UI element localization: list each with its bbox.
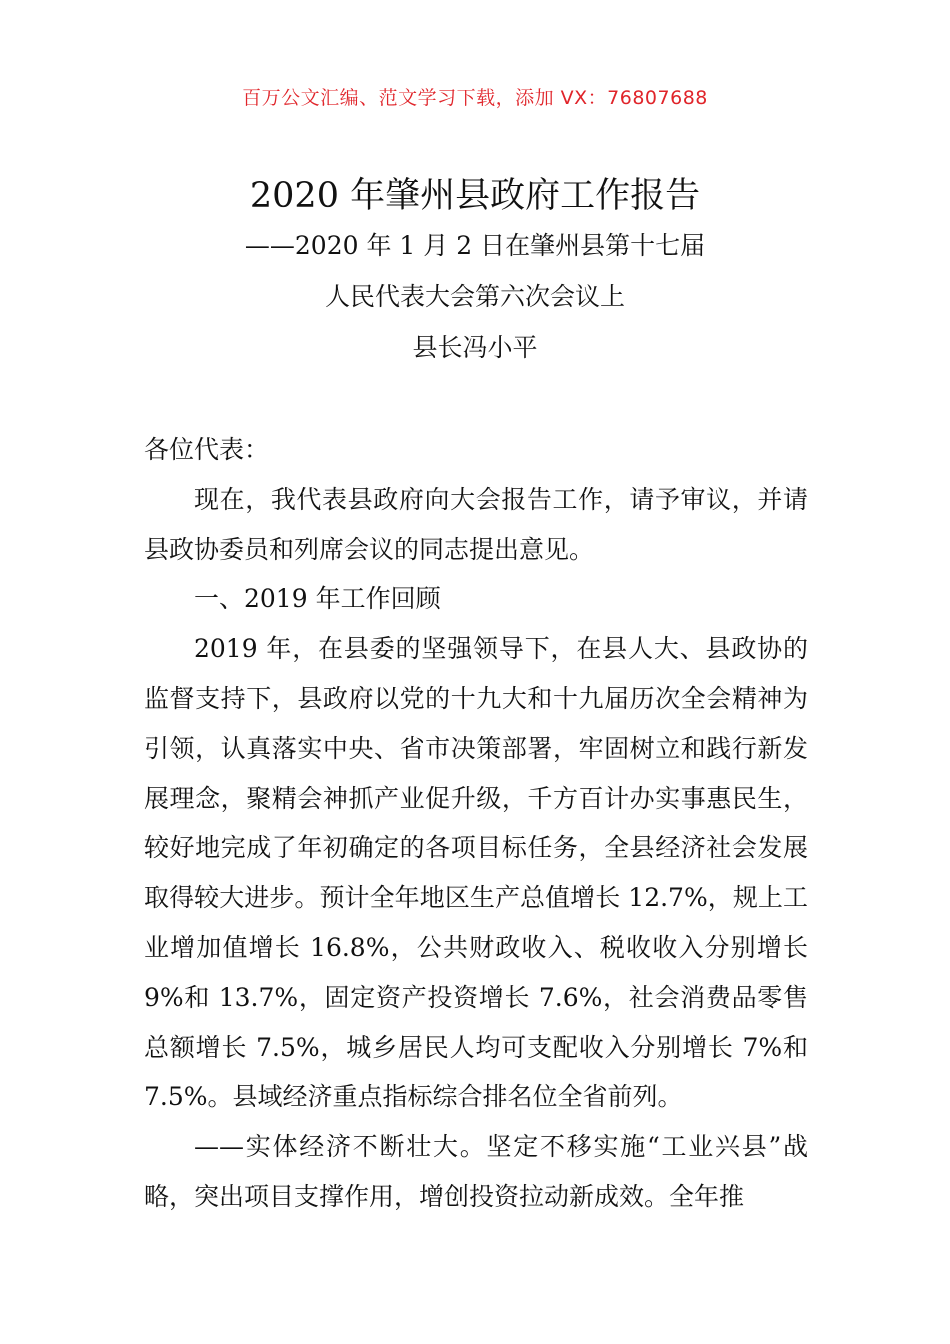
paragraph-economy: ——实体经济不断壮大。坚定不移实施“工业兴县”战略，突出项目支撑作用，增创投资拉动新成效。全年推	[144, 1132, 808, 1211]
promo-banner: 百万公文汇编、范文学习下载，添加 VX：76807688	[242, 87, 708, 109]
subtitle-line-1: ——2020 年 1 月 2 日在肇州县第十七届	[244, 231, 706, 260]
section-heading: 一、2019 年工作回顾	[194, 584, 441, 614]
paragraph-intro: 现在，我代表县政府向大会报告工作，请予审议，并请县政协委员和列席会议的同志提出意见。	[144, 484, 808, 564]
subtitle-line-2: 人民代表大会第六次会议上	[324, 282, 625, 311]
document-body	[144, 425, 808, 1222]
document-title: 2020 年肇州县政府工作报告	[249, 176, 701, 216]
paragraph-review: 2019 年，在县委的坚强领导下，在县人大、县政协的监督支持下，县政府以党的十九大和十九届历次全会精神为引领，认真落实中央、省市决策部署，牢固树立和践行新发展理念，聚精会神抓产业促升级，千方百计办实事惠民生，较好地完成了年初确定的各项目标任务，全县经济社会发展取得较大进步。预计全年地区生产总值增长 12.7%，规上工业增加值增长 16.8%，公共财政收入、税收收入分别增长 9%和 13.7%，固定资产投资增长 7.6%，社会消费品零售总额增长 7.5%，城乡居民人均可支配收入分别增长 7%和 7.5%。县域经济重点指标综合排名位全省前列。	[144, 634, 808, 1112]
subtitle-line-3: 县长冯小平	[412, 333, 538, 362]
salutation: 各位代表：	[144, 435, 270, 464]
